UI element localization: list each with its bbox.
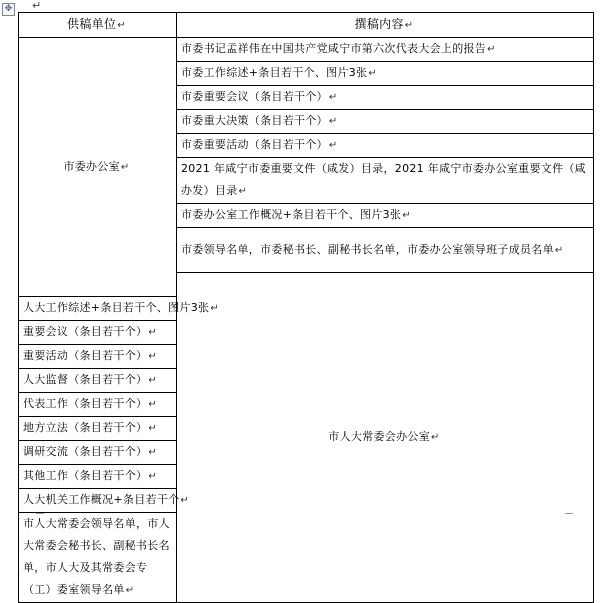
content-cell: 市人大常委会领导名单，市人大常委会秘书长、副秘书长名单，市人大及其常委会专（工）委室领导名单↵	[19, 513, 177, 603]
content-table	[18, 12, 594, 603]
content-cell: 人大监督（条目若干个）↵	[19, 369, 177, 393]
page-corner-mark	[565, 513, 573, 522]
table-move-handle-icon[interactable]: ✥	[2, 3, 15, 16]
content-cell: 2021 年咸宁市委重要文件（咸发）目录，2021 年咸宁市委办公室重要文件（咸办发）目录↵	[177, 158, 594, 204]
header-unit: 供稿单位↵	[19, 13, 177, 38]
content-cell: 重要活动（条目若干个）↵	[19, 345, 177, 369]
content-cell: 市委重要活动（条目若干个）↵	[177, 134, 594, 158]
content-cell: 市委书记孟祥伟在中国共产党咸宁市第六次代表大会上的报告↵	[177, 38, 594, 62]
content-cell: 市委领导名单，市委秘书长、副秘书长名单，市委办公室领导班子成员名单↵	[177, 228, 594, 273]
paragraph-mark: ↵	[32, 0, 42, 12]
header-content: 撰稿内容↵	[177, 13, 594, 38]
content-cell: 人大机关工作概况+条目若干个↵	[19, 489, 177, 513]
header-row	[19, 13, 594, 38]
content-cell: 调研交流（条目若干个）↵	[19, 441, 177, 465]
table-row	[19, 38, 594, 62]
content-cell: 其他工作（条目若干个）↵	[19, 465, 177, 489]
content-cell: 重要会议（条目若干个）↵	[19, 321, 177, 345]
content-cell: 市委工作综述+条目若干个、图片3张↵	[177, 62, 594, 86]
content-cell: 市委重要会议（条目若干个）↵	[177, 86, 594, 110]
content-cell: 人大工作综述+条目若干个、图片3张↵	[19, 297, 177, 321]
unit-cell-shiwei: 市委办公室↵	[19, 38, 177, 297]
unit-cell-renda: 市人大常委会办公室↵	[177, 273, 594, 603]
page-corner-mark	[36, 513, 44, 522]
content-cell: 地方立法（条目若干个）↵	[19, 417, 177, 441]
content-cell: 市委办公室工作概况+条目若干个、图片3张↵	[177, 204, 594, 228]
content-cell: 市委重大决策（条目若干个）↵	[177, 110, 594, 134]
content-cell: 代表工作（条目若干个）↵	[19, 393, 177, 417]
